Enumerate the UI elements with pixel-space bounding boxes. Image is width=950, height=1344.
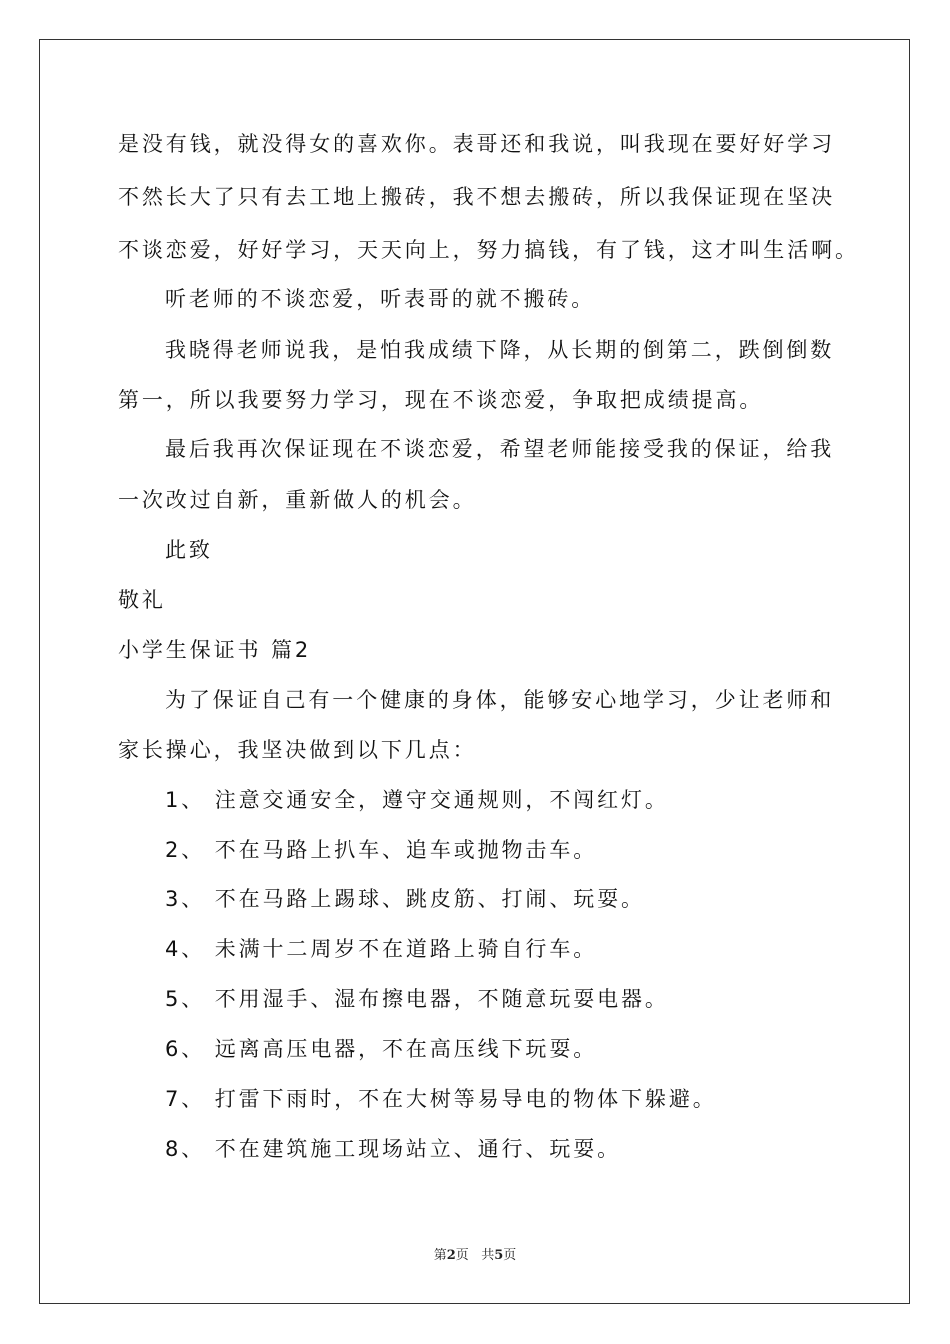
list-item: 4、 未满十二周岁不在道路上骑自行车。: [165, 937, 598, 961]
body-line: 最后我再次保证现在不谈恋爱，希望老师能接受我的保证，给我: [165, 437, 835, 461]
footer-current-page: 2: [446, 1248, 456, 1263]
list-item: 6、 远离高压电器，不在高压线下玩耍。: [165, 1037, 598, 1061]
body-line: 我晓得老师说我，是怕我成绩下降，从长期的倒第二，跌倒倒数: [165, 338, 835, 362]
body-line: 听老师的不谈恋爱，听表哥的就不搬砖。: [165, 287, 596, 311]
footer-total-pages: 5: [494, 1248, 504, 1263]
list-item: 1、 注意交通安全，遵守交通规则，不闯红灯。: [165, 788, 669, 812]
list-item: 3、 不在马路上踢球、跳皮筋、打闹、玩耍。: [165, 887, 645, 911]
footer-page-suffix: 页: [455, 1248, 469, 1263]
body-line: 是没有钱，就没得女的喜欢你。表哥还和我说，叫我现在要好好学习: [118, 132, 835, 156]
body-line: 家长操心，我坚决做到以下几点：: [118, 738, 477, 762]
page-footer: [0, 1248, 950, 1264]
footer-total-suffix: 页: [503, 1248, 517, 1263]
body-line: 不谈恋爱，好好学习，天天向上，努力搞钱，有了钱，这才叫生活啊。: [118, 238, 859, 262]
body-line: 第一，所以我要努力学习，现在不谈恋爱，争取把成绩提高。: [118, 388, 764, 412]
closing-salutation: 此致: [165, 538, 213, 562]
list-item: 7、 打雷下雨时，不在大树等易导电的物体下躲避。: [165, 1087, 717, 1111]
footer-total-prefix: 共: [481, 1248, 495, 1263]
closing-regards: 敬礼: [118, 588, 166, 612]
body-line: 一次改过自新，重新做人的机会。: [118, 488, 477, 512]
list-item: 8、 不在建筑施工现场站立、通行、玩耍。: [165, 1137, 622, 1161]
page-border: [39, 39, 910, 1304]
list-item: 5、 不用湿手、湿布擦电器，不随意玩耍电器。: [165, 987, 669, 1011]
body-line: 为了保证自己有一个健康的身体，能够安心地学习，少让老师和: [165, 688, 835, 712]
footer-prefix: 第: [433, 1248, 447, 1263]
list-item: 2、 不在马路上扒车、追车或抛物击车。: [165, 838, 598, 862]
section-heading: 小学生保证书 篇2: [118, 638, 312, 662]
body-line: 不然长大了只有去工地上搬砖，我不想去搬砖，所以我保证现在坚决: [118, 185, 835, 209]
